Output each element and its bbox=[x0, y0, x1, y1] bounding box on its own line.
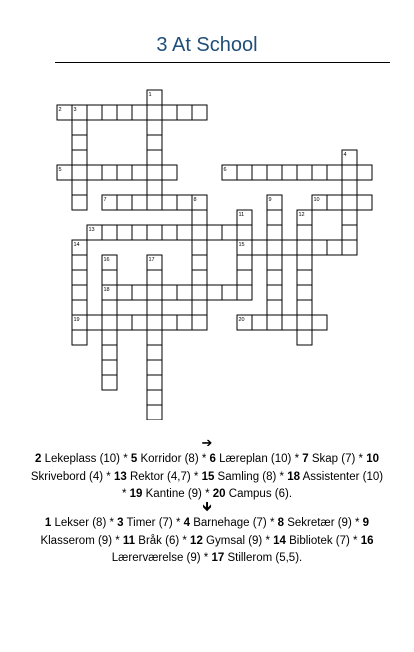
grid-cell[interactable] bbox=[297, 285, 312, 300]
grid-cell[interactable] bbox=[72, 330, 87, 345]
grid-cell[interactable] bbox=[102, 300, 117, 315]
grid-cell[interactable] bbox=[267, 255, 282, 270]
grid-cell[interactable] bbox=[297, 225, 312, 240]
clue-number: 7 bbox=[302, 453, 309, 465]
grid-number: 8 bbox=[193, 197, 197, 203]
grid-cell[interactable] bbox=[132, 105, 147, 120]
across-arrow-icon: ➔ bbox=[201, 435, 213, 450]
grid-cell[interactable] bbox=[72, 285, 87, 300]
clue-text: Lærerværelse (9) bbox=[111, 552, 201, 564]
grid-cell[interactable] bbox=[282, 165, 297, 180]
grid-cell[interactable] bbox=[267, 210, 282, 225]
grid-cell[interactable] bbox=[102, 330, 117, 345]
grid-cell[interactable] bbox=[102, 225, 117, 240]
grid-cell[interactable] bbox=[267, 165, 282, 180]
grid-cell[interactable] bbox=[357, 165, 372, 180]
grid-cell[interactable] bbox=[132, 165, 147, 180]
grid-cell[interactable] bbox=[282, 315, 297, 330]
grid-number: 14 bbox=[73, 242, 80, 248]
clue-text: Sekretær (9) bbox=[284, 517, 352, 529]
grid-cell[interactable] bbox=[147, 225, 162, 240]
grid-cell[interactable] bbox=[252, 165, 267, 180]
grid-cell[interactable] bbox=[192, 300, 207, 315]
grid-number: 13 bbox=[88, 227, 95, 233]
grid-cell[interactable] bbox=[252, 240, 267, 255]
grid-cell[interactable] bbox=[192, 315, 207, 330]
clue-text: Læreplan (10) bbox=[215, 453, 292, 465]
clue-across-13 bbox=[114, 471, 191, 483]
clue-across-6 bbox=[210, 453, 292, 465]
grid-number: 2 bbox=[58, 107, 62, 113]
clue-across-2 bbox=[35, 453, 120, 465]
grid-cell[interactable] bbox=[72, 255, 87, 270]
clue-number: 17 bbox=[211, 552, 225, 564]
grid-cell[interactable] bbox=[72, 270, 87, 285]
grid-cell[interactable] bbox=[297, 270, 312, 285]
grid-cell[interactable] bbox=[147, 285, 162, 300]
grid-cell[interactable] bbox=[102, 270, 117, 285]
grid-cell[interactable] bbox=[162, 285, 177, 300]
grid-cell[interactable] bbox=[72, 165, 87, 180]
grid-cell[interactable] bbox=[147, 165, 162, 180]
grid-cell[interactable] bbox=[342, 210, 357, 225]
grid-cell[interactable] bbox=[147, 405, 162, 420]
grid-number: 16 bbox=[103, 257, 110, 263]
grid-cell[interactable] bbox=[327, 165, 342, 180]
clue-number: 3 bbox=[117, 517, 124, 529]
clue-across-7 bbox=[302, 453, 355, 465]
grid-cell[interactable] bbox=[147, 345, 162, 360]
grid-cell[interactable] bbox=[342, 240, 357, 255]
clue-number: 10 bbox=[366, 453, 379, 465]
grid-cell[interactable] bbox=[117, 195, 132, 210]
clue-down-12 bbox=[190, 535, 262, 547]
grid-cell[interactable] bbox=[177, 105, 192, 120]
grid-cell[interactable] bbox=[267, 240, 282, 255]
clue-number: 20 bbox=[212, 488, 226, 500]
grid-number: 6 bbox=[223, 167, 227, 173]
grid-cell[interactable] bbox=[357, 195, 372, 210]
grid-number: 7 bbox=[103, 197, 107, 203]
clue-number: 18 bbox=[287, 470, 301, 483]
grid-cell[interactable] bbox=[87, 105, 102, 120]
clue-text: Lekeplass (10) bbox=[41, 453, 121, 465]
grid-cell[interactable] bbox=[87, 165, 102, 180]
clue-number: 11 bbox=[122, 534, 136, 547]
clue-number: 4 bbox=[183, 517, 191, 529]
grid-cell[interactable] bbox=[147, 390, 162, 405]
grid-cell[interactable] bbox=[192, 270, 207, 285]
clue-number: 14 bbox=[273, 534, 286, 547]
grid-cell[interactable] bbox=[147, 375, 162, 390]
grid-cell[interactable] bbox=[162, 225, 177, 240]
grid-number: 17 bbox=[148, 257, 155, 263]
clue-across-19 bbox=[130, 488, 202, 500]
clue-text: Samling (8) bbox=[214, 470, 277, 483]
down-clues: 1 Lekser (8) * 3 Timer (7) * 4 Barnehage (7) * 8 Sekretær (9) * 9 Klasserom (9) * 11 Bråk (6) * 12 Gymsal (9) * 14 Bibliotek (7) * 16 Lærerværelse (9) * 17 Stillerom (5,5). bbox=[40, 517, 374, 564]
grid-cell[interactable] bbox=[192, 240, 207, 255]
clue-number: 9 bbox=[362, 517, 370, 529]
clue-text: Skap (7) bbox=[308, 453, 356, 465]
clue-text: Kantine (9) bbox=[142, 488, 202, 500]
clue-text: Klasserom (9) bbox=[40, 534, 113, 547]
grid-cell[interactable] bbox=[312, 165, 327, 180]
clue-across-20 bbox=[213, 488, 292, 500]
grid-cell[interactable] bbox=[177, 225, 192, 240]
grid-cell[interactable] bbox=[162, 165, 177, 180]
grid-cell[interactable] bbox=[342, 165, 357, 180]
grid-cell[interactable] bbox=[102, 360, 117, 375]
grid-cell[interactable] bbox=[132, 225, 147, 240]
clue-text: Bibliotek (7) bbox=[285, 534, 350, 547]
grid-cell[interactable] bbox=[297, 300, 312, 315]
grid-cell[interactable] bbox=[147, 150, 162, 165]
clue-text: Barnehage (7) bbox=[190, 517, 267, 529]
grid-cell[interactable] bbox=[102, 375, 117, 390]
clue-number: 1 bbox=[44, 517, 52, 529]
grid-cell[interactable] bbox=[117, 285, 132, 300]
grid-cell[interactable] bbox=[87, 315, 102, 330]
grid-cell[interactable] bbox=[147, 330, 162, 345]
grid-cell[interactable] bbox=[342, 225, 357, 240]
grid-cell[interactable] bbox=[147, 135, 162, 150]
clue-text: Stillerom (5,5). bbox=[224, 552, 303, 564]
grid-cell[interactable] bbox=[132, 315, 147, 330]
grid-cell[interactable] bbox=[327, 240, 342, 255]
grid-cell[interactable] bbox=[192, 105, 207, 120]
grid-cell[interactable] bbox=[132, 285, 147, 300]
grid-cell[interactable] bbox=[72, 120, 87, 135]
grid-cell[interactable] bbox=[312, 240, 327, 255]
clue-down-1 bbox=[45, 517, 106, 529]
grid-cell[interactable] bbox=[282, 240, 297, 255]
grid-cell[interactable] bbox=[342, 180, 357, 195]
clue-down-4 bbox=[184, 517, 267, 529]
grid-cell[interactable] bbox=[297, 330, 312, 345]
clue-down-3 bbox=[117, 517, 173, 529]
clue-number: 8 bbox=[277, 517, 285, 529]
clue-down-8 bbox=[278, 517, 352, 529]
grid-cell[interactable] bbox=[117, 315, 132, 330]
across-clues: 2 Lekeplass (10) * 5 Korridor (8) * 6 Læreplan (10) * 7 Skap (7) * 10 Skrivebord (4) * 13 Rektor (4,7) * 15 Samling (8) * 18 Assistenter (10) * 19 Kantine (9) * 20 Campus (6). bbox=[30, 453, 384, 500]
grid-cell[interactable] bbox=[327, 195, 342, 210]
grid-cell[interactable] bbox=[147, 360, 162, 375]
clue-number: 5 bbox=[130, 453, 138, 465]
grid-cell[interactable] bbox=[147, 195, 162, 210]
clue-down-14 bbox=[273, 535, 350, 547]
grid-cell[interactable] bbox=[117, 225, 132, 240]
clue-number: 2 bbox=[34, 453, 42, 465]
grid-cell[interactable] bbox=[297, 240, 312, 255]
grid-cell[interactable] bbox=[237, 285, 252, 300]
clue-across-15 bbox=[202, 471, 277, 483]
clue-number: 13 bbox=[113, 470, 127, 483]
grid-cell[interactable] bbox=[192, 285, 207, 300]
grid-cell[interactable] bbox=[72, 300, 87, 315]
grid-cell[interactable] bbox=[207, 285, 222, 300]
grid-number: 10 bbox=[313, 197, 320, 203]
clue-number: 6 bbox=[209, 453, 216, 465]
grid-cell[interactable] bbox=[102, 165, 117, 180]
grid-cell[interactable] bbox=[177, 285, 192, 300]
grid-cell[interactable] bbox=[297, 165, 312, 180]
grid-cell[interactable] bbox=[192, 210, 207, 225]
grid-cell[interactable] bbox=[237, 225, 252, 240]
grid-cell[interactable] bbox=[297, 315, 312, 330]
grid-cell[interactable] bbox=[102, 345, 117, 360]
grid-cell[interactable] bbox=[222, 225, 237, 240]
clue-text: Skrivebord (4) bbox=[30, 470, 104, 483]
grid-number: 11 bbox=[238, 212, 245, 218]
grid-cell[interactable] bbox=[267, 270, 282, 285]
grid-cell[interactable] bbox=[222, 285, 237, 300]
clue-text: Assistenter (10) bbox=[300, 470, 384, 483]
grid-cell[interactable] bbox=[147, 105, 162, 120]
grid-cell[interactable] bbox=[102, 105, 117, 120]
grid-cell[interactable] bbox=[342, 195, 357, 210]
grid-cell[interactable] bbox=[237, 165, 252, 180]
clue-text: Bråk (6) bbox=[135, 534, 180, 547]
grid-cell[interactable] bbox=[147, 180, 162, 195]
grid-cell[interactable] bbox=[177, 195, 192, 210]
clue-down-11 bbox=[123, 535, 179, 547]
grid-cell[interactable] bbox=[192, 255, 207, 270]
grid-number: 20 bbox=[238, 317, 245, 323]
grid-cell[interactable] bbox=[237, 270, 252, 285]
grid-number: 9 bbox=[268, 197, 272, 203]
grid-cell[interactable] bbox=[267, 225, 282, 240]
grid-number: 4 bbox=[343, 152, 347, 158]
grid-cell[interactable] bbox=[192, 225, 207, 240]
clue-text: Rektor (4,7) bbox=[126, 470, 191, 483]
clue-number: 16 bbox=[360, 534, 374, 547]
grid-cell[interactable] bbox=[297, 255, 312, 270]
clue-text: Campus (6). bbox=[225, 488, 293, 500]
clue-text: Gymsal (9) bbox=[202, 534, 263, 547]
grid-cell[interactable] bbox=[177, 315, 192, 330]
grid-cell[interactable] bbox=[252, 315, 267, 330]
clue-number: 15 bbox=[201, 470, 215, 483]
grid-cell[interactable] bbox=[147, 315, 162, 330]
grid-number: 19 bbox=[73, 317, 80, 323]
clue-across-5 bbox=[131, 453, 199, 465]
grid-cell[interactable] bbox=[162, 315, 177, 330]
clue-across-18 bbox=[287, 471, 383, 483]
grid-cell[interactable] bbox=[147, 300, 162, 315]
grid-cell[interactable] bbox=[117, 165, 132, 180]
grid-number: 5 bbox=[58, 167, 62, 173]
grid-number: 12 bbox=[298, 212, 305, 218]
clue-number: 12 bbox=[190, 534, 203, 547]
clue-down-17 bbox=[211, 552, 302, 564]
grid-cell[interactable] bbox=[117, 105, 132, 120]
grid-number: 15 bbox=[238, 242, 245, 248]
grid-cell[interactable] bbox=[207, 225, 222, 240]
clue-text: Korridor (8) bbox=[137, 453, 199, 465]
grid-cell[interactable] bbox=[72, 195, 87, 210]
grid-cell[interactable] bbox=[267, 315, 282, 330]
grid-cell[interactable] bbox=[72, 180, 87, 195]
grid-cell[interactable] bbox=[72, 150, 87, 165]
grid-number: 3 bbox=[73, 107, 77, 113]
grid-cell[interactable] bbox=[267, 300, 282, 315]
grid-number: 18 bbox=[103, 287, 110, 293]
grid-cell[interactable] bbox=[102, 315, 117, 330]
grid-cell[interactable] bbox=[147, 270, 162, 285]
grid-cell[interactable] bbox=[132, 195, 147, 210]
grid-cell[interactable] bbox=[312, 315, 327, 330]
grid-cell[interactable] bbox=[72, 135, 87, 150]
clue-text: Timer (7) bbox=[123, 517, 173, 529]
down-arrow-icon: 🡻 bbox=[202, 499, 212, 514]
grid-cell[interactable] bbox=[147, 120, 162, 135]
grid-cell[interactable] bbox=[267, 285, 282, 300]
grid-cell[interactable] bbox=[237, 255, 252, 270]
clue-number: 19 bbox=[129, 488, 143, 500]
grid-cell[interactable] bbox=[162, 105, 177, 120]
grid-number: 1 bbox=[148, 92, 152, 98]
grid-cell[interactable] bbox=[162, 195, 177, 210]
page-title: 3 At School bbox=[156, 34, 258, 56]
clue-text: Lekser (8) bbox=[51, 517, 107, 529]
